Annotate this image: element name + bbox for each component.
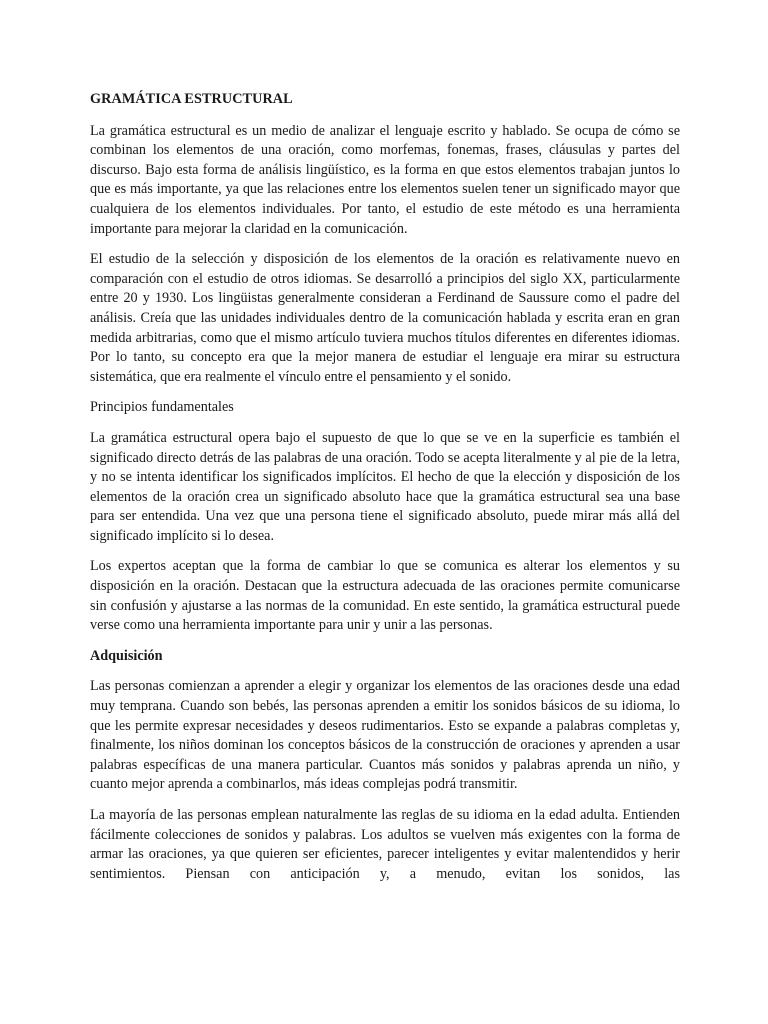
section-heading-principios: Principios fundamentales bbox=[90, 399, 234, 416]
paragraph: La gramática estructural opera bajo el supuesto de que lo que se ve en la superficie es también el significado directo detrás de las palabras de una oración. Todo se acepta literalmente y al pie de la letra, y no se intenta identificar los significados implícitos. El hecho de que la elección y disposición de los elementos de la oración crea un significado absoluto hace que la gramática estructural sea una base para ser entendida. Una vez que una persona tiene el significado absoluto, puede mirar más allá del significado implícito si lo desea. bbox=[90, 429, 680, 544]
document-page bbox=[90, 90, 680, 895]
paragraph: El estudio de la selección y disposición de los elementos de la oración es relativamente nuevo en comparación con el estudio de otros idiomas. Se desarrolló a principios del siglo XX, particularmente entre 20 y 1930. Los lingüistas generalmente consideran a Ferdinand de Saussure como el padre del análisis. Creía que las unidades individuales dentro de la comunicación hablada y escrita eran en gran medida arbitrarias, como que el mismo artículo tuviera muchos títulos diferentes en diferentes idiomas. Por lo tanto, su concepto era que la mejor manera de estudiar el lenguaje era mirar su estructura sistemática, que era realmente el vínculo entre el pensamiento y el sonido. bbox=[90, 251, 680, 385]
paragraph-truncated: La mayoría de las personas emplean naturalmente las reglas de su idioma en la edad adulta. Entienden fácilmente colecciones de sonidos y palabras. Los adultos se vuelven más exigentes con la forma de armar las oraciones, ya que quieren ser eficientes, parecer inteligentes y evitar malentendidos y herir sentimientos. Piensan con anticipación y, a menudo, evitan los sonidos, las bbox=[90, 807, 680, 882]
paragraph: Las personas comienzan a aprender a elegir y organizar los elementos de las oraciones desde una edad muy temprana. Cuando son bebés, las personas aprenden a emitir los sonidos básicos de su idioma, lo que les permite expresar necesidades y deseos rudimentarios. Esto se expande a palabras completas y, finalmente, los niños dominan los conceptos básicos de la construcción de oraciones y aprenden a usar palabras específicas de una manera particular. Cuantos más sonidos y palabras aprenda un niño, y cuanto mejor aprenda a combinarlos, más ideas complejas podrá transmitir. bbox=[90, 678, 680, 793]
document-title: GRAMÁTICA ESTRUCTURAL bbox=[90, 91, 293, 107]
section-heading-adquisicion: Adquisición bbox=[90, 647, 163, 664]
paragraph: La gramática estructural es un medio de analizar el lenguaje escrito y hablado. Se ocupa de cómo se combinan los elementos de una oración, como morfemas, fonemas, frases, cláusulas y partes del discurso. Bajo esta forma de análisis lingüístico, es la forma en que estos elementos trabajan juntos lo que es más importante, ya que las relaciones entre los elementos suelen tener un significado mayor que cualquiera de los elementos individuales. Por tanto, el estudio de este método es una herramienta importante para mejorar la claridad en la comunicación. bbox=[90, 122, 680, 237]
paragraph: Los expertos aceptan que la forma de cambiar lo que se comunica es alterar los elementos y su disposición en la oración. Destacan que la estructura adecuada de las oraciones permite comunicarse sin confusión y ajustarse a las normas de la comunidad. En este sentido, la gramática estructural puede verse como una herramienta importante para unir y unir a las personas. bbox=[90, 558, 680, 634]
